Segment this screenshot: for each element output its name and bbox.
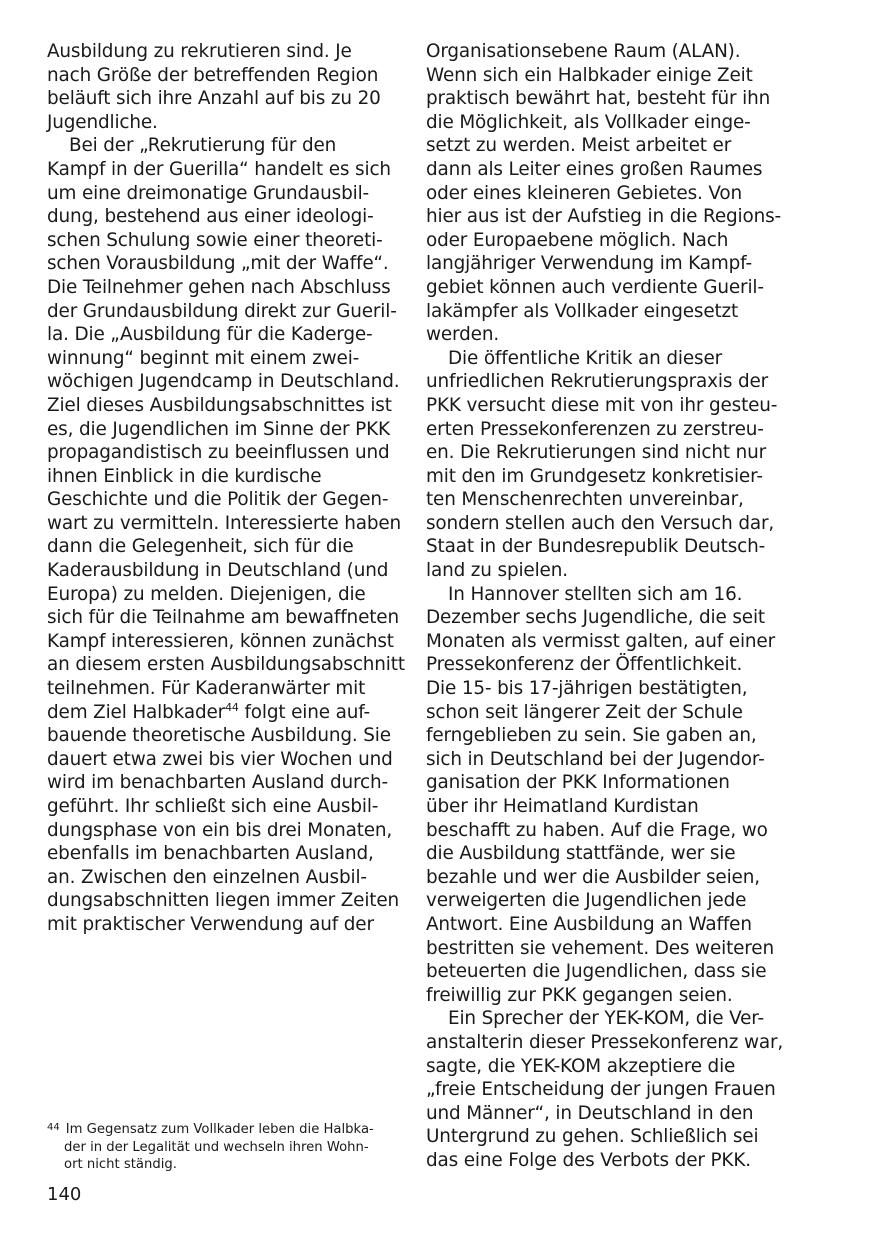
text-line: Ausbildung zu rekrutieren sind. Je	[47, 41, 352, 62]
text-line: In Hannover stellten sich am 16.	[448, 583, 743, 605]
text-line: wird im benachbarten Ausland durch-	[47, 772, 389, 794]
text-line: geführt. Ihr schließt sich eine Ausbil-	[47, 796, 379, 817]
text-line: Kampf interessieren, können zunächst	[47, 630, 394, 652]
text-line: winnung“ beginnt mit einem zwei-	[47, 347, 360, 369]
text-line: mit den im Grundgesetz konkretisier-	[426, 465, 763, 487]
text-line: ganisation der PKK Informationen	[426, 772, 730, 794]
footnote-reference[interactable]: 44	[225, 700, 239, 714]
text-line: Dezember sechs Jugendliche, die seit	[426, 607, 765, 629]
text-line: verweigerten die Jugendlichen jede	[426, 890, 747, 912]
footnote-line: $^{44}$ Im Gegensatz zum Vollkader leben die Halbka-	[47, 1122, 374, 1137]
text-line: beschafft zu haben. Auf die Frage, wo	[426, 819, 768, 841]
text-line: langjähriger Verwendung im Kampf-	[426, 253, 752, 275]
text-line: en. Die Rekrutierungen sind nicht nur	[426, 442, 767, 464]
text-line: Kampf in der Guerilla“ handelt es sich	[47, 158, 391, 180]
text-line: Staat in der Bundesrepublik Deutsch-	[426, 536, 766, 558]
text-line: anstalterin dieser Pressekonferenz war,	[426, 1031, 784, 1053]
page-number: 140	[47, 1184, 82, 1205]
text-line: die Möglichkeit, als Vollkader einge-	[426, 111, 751, 133]
text-line: dungsabschnitten liegen immer Zeiten	[47, 890, 400, 912]
footnote-mark: 44	[47, 1122, 60, 1133]
right-text-column	[426, 40, 784, 1173]
text-line: sondern stellen auch den Versuch dar,	[426, 512, 775, 534]
text-line: Organisationsebene Raum (ALAN).	[426, 41, 741, 62]
text-line: sagte, die YEK-KOM akzeptiere die	[426, 1055, 736, 1077]
text-line: Kaderausbildung in Deutschland (und	[47, 560, 389, 582]
text-line: das eine Folge des Verbots der PKK.	[426, 1149, 751, 1171]
text-line: Pressekonferenz der Öffentlichkeit.	[426, 654, 743, 676]
text-line: sich für die Teilnahme am bewaffneten	[47, 607, 399, 629]
text-line: erten Pressekonferenzen zu zerstreu-	[426, 418, 764, 440]
text-line: Die 15- bis 17-jährigen bestätigten,	[426, 678, 748, 700]
text-line: Ziel dieses Ausbildungsabschnittes ist	[47, 394, 392, 416]
text-line: beteuerten die Jugendlichen, dass sie	[426, 961, 767, 983]
text-line: Europa) zu melden. Diejenigen, die	[47, 583, 366, 605]
text-line: dem Ziel Halbkader$^{44}$ folgt eine auf-	[47, 700, 371, 723]
text-line: Ein Sprecher der YEK-KOM, die Ver-	[448, 1008, 764, 1030]
text-line: dann die Gelegenheit, sich für die	[47, 536, 354, 558]
text-line: la. Die „Ausbildung für die Kaderge-	[47, 324, 373, 346]
text-line: land zu spielen.	[426, 560, 568, 582]
text-line: hier aus ist der Aufstieg in die Regions-	[426, 206, 782, 228]
text-line: teilnehmen. Für Kaderanwärter mit	[47, 678, 366, 700]
text-line: es, die Jugendlichen im Sinne der PKK	[47, 418, 390, 440]
text-line: ferngeblieben zu sein. Sie gaben an,	[426, 725, 757, 747]
footnote	[47, 1119, 397, 1174]
text-line: über ihr Heimatland Kurdistan	[426, 796, 699, 817]
text-line: sich in Deutschland bei der Jugendor-	[426, 748, 765, 770]
text-line: nach Größe der betreffenden Region	[47, 64, 379, 86]
text-line: um eine dreimonatige Grundausbil-	[47, 182, 370, 204]
text-line: unfriedlichen Rekrutierungspraxis der	[426, 371, 769, 393]
text-line: ten Menschenrechten unvereinbar,	[426, 489, 744, 511]
text-line: ebenfalls im benachbarten Ausland,	[47, 843, 374, 865]
text-line: an. Zwischen den einzelnen Ausbil-	[47, 866, 367, 888]
text-line: Untergrund zu gehen. Schließlich sei	[426, 1126, 759, 1148]
text-line: wart zu vermitteln. Interessierte haben	[47, 512, 402, 534]
text-line: mit praktischer Verwendung auf der	[47, 913, 374, 935]
text-line: Antwort. Eine Ausbildung an Waffen	[426, 913, 752, 935]
text-line: dungsphase von ein bis drei Monaten,	[47, 819, 393, 841]
text-line: setzt zu werden. Meist arbeitet er	[426, 135, 732, 157]
text-line: lakämpfer als Vollkader eingesetzt	[426, 300, 739, 322]
text-line: beläuft sich ihre Anzahl auf bis zu 20	[47, 88, 381, 110]
footnote-line: ort nicht ständig.	[64, 1157, 177, 1172]
text-line: Geschichte und die Politik der Gegen-	[47, 489, 389, 511]
text-line: werden.	[426, 324, 500, 346]
text-line: oder eines kleineren Gebietes. Von	[426, 182, 743, 204]
text-line: bezahle und wer die Ausbilder seien,	[426, 866, 760, 888]
footnote-line: der in der Legalität und wechseln ihren Wohn-	[64, 1139, 369, 1155]
text-line: dauert etwa zwei bis vier Wochen und	[47, 748, 393, 770]
text-line: „freie Entscheidung der jungen Frauen	[426, 1079, 776, 1101]
text-line: dung, bestehend aus einer ideologi-	[47, 206, 374, 228]
text-line: freiwillig zur PKK gegangen seien.	[426, 984, 733, 1006]
text-line: Die öffentliche Kritik an dieser	[448, 347, 723, 369]
text-line: schen Schulung sowie einer theoreti-	[47, 229, 383, 251]
text-line: ihnen Einblick in die kurdische	[47, 465, 322, 487]
text-line: propagandistisch zu beeinflussen und	[47, 442, 390, 464]
text-line: Die Teilnehmer gehen nach Abschluss	[47, 276, 391, 298]
text-line: bestritten sie vehement. Des weiteren	[426, 937, 774, 959]
text-line: Bei der „Rekrutierung für den	[69, 135, 337, 157]
text-line: oder Europaebene möglich. Nach	[426, 229, 729, 251]
left-text-column	[47, 40, 405, 937]
text-line: PKK versucht diese mit von ihr gesteu-	[426, 394, 778, 416]
text-line: an diesem ersten Ausbildungsabschnitt	[47, 654, 405, 676]
text-line: die Ausbildung stattfände, wer sie	[426, 843, 736, 865]
text-line: gebiet können auch verdiente Gueril-	[426, 276, 764, 298]
text-line: der Grundausbildung direkt zur Gueril-	[47, 300, 397, 322]
text-line: praktisch bewährt hat, besteht für ihn	[426, 88, 771, 110]
text-line: schon seit längerer Zeit der Schule	[426, 701, 743, 723]
text-line: wöchigen Jugendcamp in Deutschland.	[47, 371, 400, 393]
text-line: schen Vorausbildung „mit der Waffe“.	[47, 253, 389, 275]
text-line: Jugendliche.	[47, 111, 158, 133]
text-line: und Männer“, in Deutschland in den	[426, 1102, 754, 1124]
text-line: dann als Leiter eines großen Raumes	[426, 158, 763, 180]
text-line: Wenn sich ein Halbkader einige Zeit	[426, 64, 753, 86]
text-line: bauende theoretische Ausbildung. Sie	[47, 725, 391, 747]
text-line: Monaten als vermisst galten, auf einer	[426, 630, 775, 652]
